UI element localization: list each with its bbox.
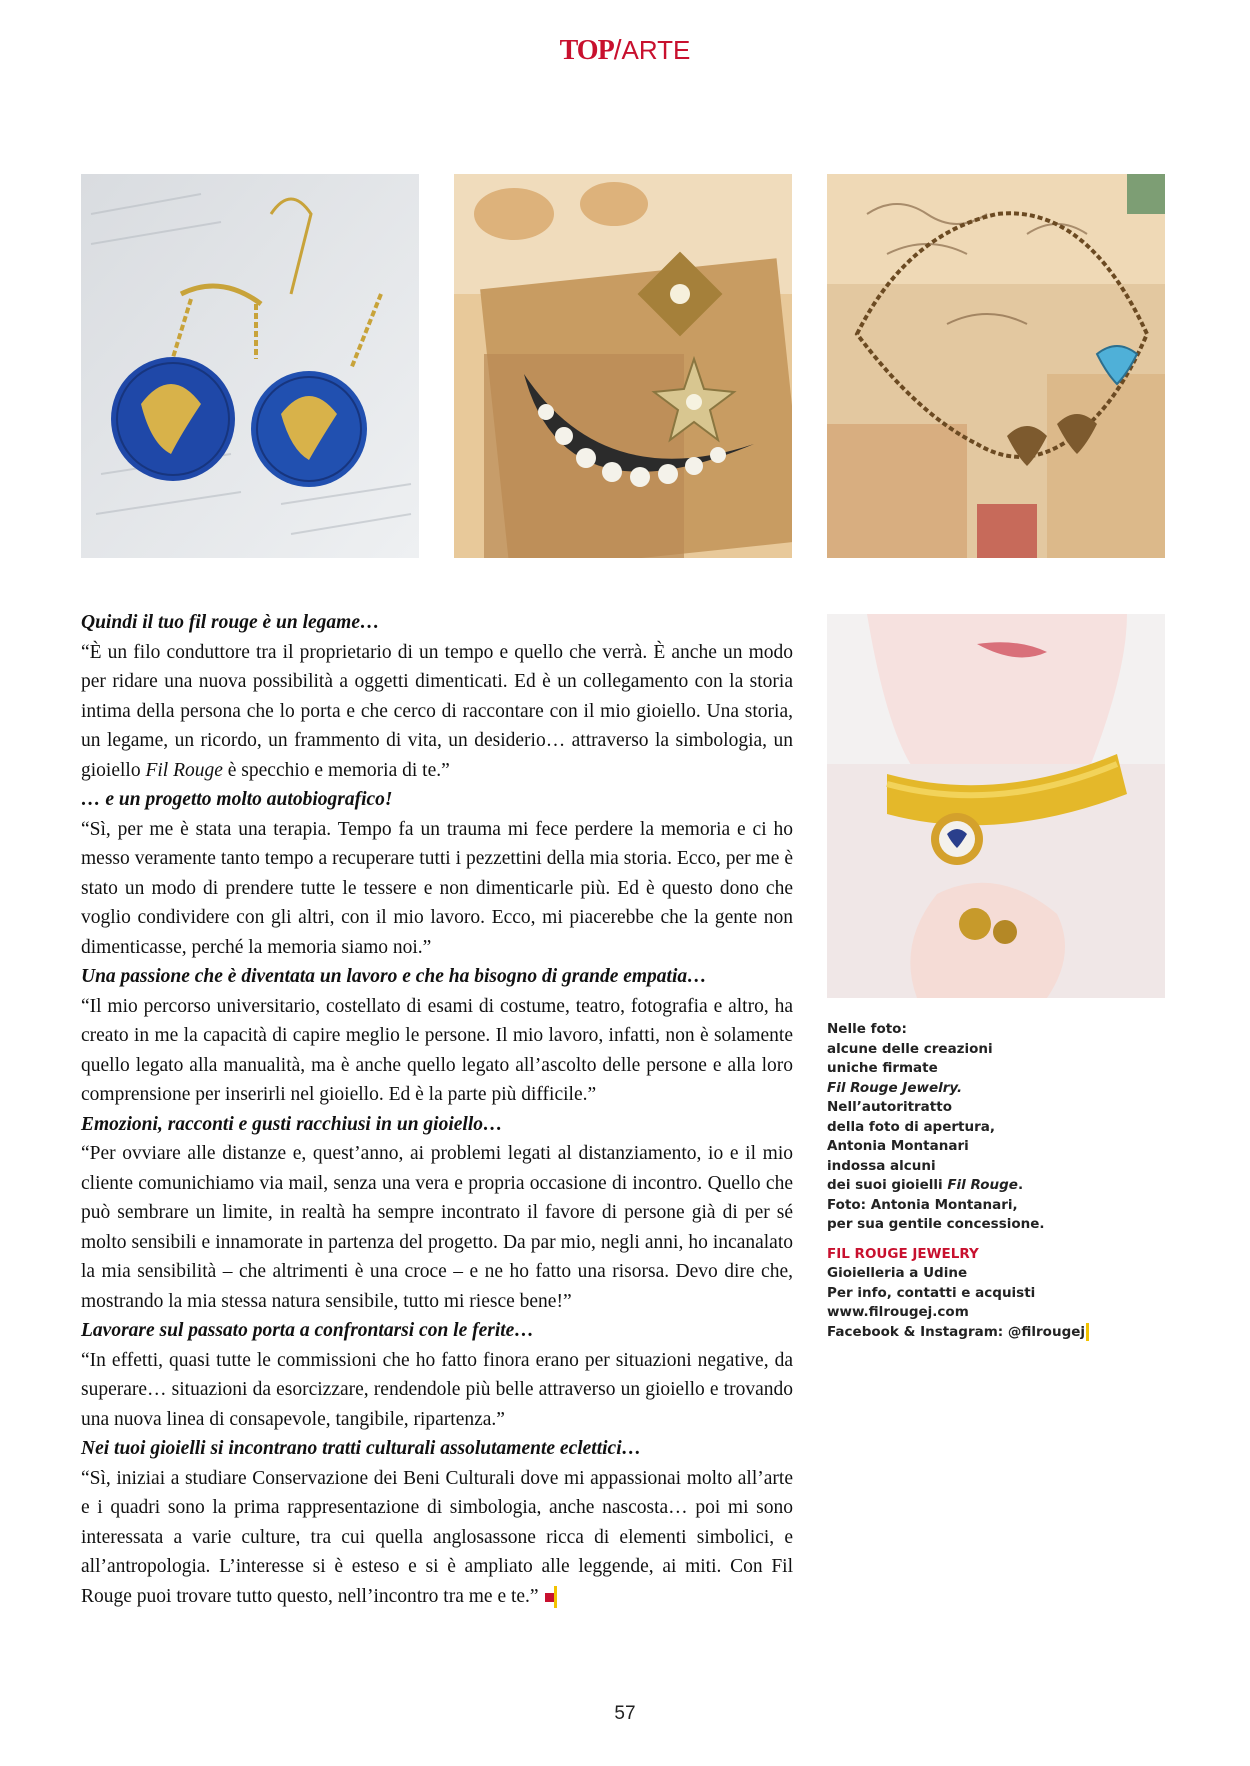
article-body bbox=[81, 608, 793, 1611]
photo-caption: Nelle foto: alcune delle creazioni uniche firmate Fil Rouge Jewelry. Nell’autoritratto della foto di apertura, Antonia Montanari indossa alcuni dei suoi gioielli Fil Rouge. Foto: Antonia Montanari, per sua gentile concessione. FIL ROUGE JEWELRY Gioielleria a Udine Per info, contatti e acquisti www.filrougej.com Facebook & Instagram: @filrougej bbox=[827, 1020, 1127, 1342]
interview-question: Nei tuoi gioielli si incontrano tratti culturali assolutamente eclettici… bbox=[81, 1438, 642, 1459]
interview-answer: “Sì, per me è stata una terapia. Tempo fa un trauma mi fece perdere la memoria e ci ho messo veramente tanto tempo a recuperare tutti i pezzettini della mia storia. Ecco, per me è stato un modo di prendere tutte le tessere e non dimenticarle più. Ed è questo dono che voglio condividere con gli altri, con il mio lavoro. Ecco, mi piacerebbe che la gente non dimenticasse, perché la memoria siamo noi.” bbox=[81, 818, 793, 958]
interview-answer: “Il mio percorso universitario, costellato di esami di costume, teatro, fotografia e altro, ha creato in me la capacità di capire meglio le persone. Il mio lavoro, infatti, non è solamente quello legato alla manualità, ma è anche quello legato all’ascolto delle persone e alla loro comprensione per inserirli nel gioiello. Ed è la parte più difficile.” bbox=[81, 995, 793, 1105]
interview-answer: “Per ovviare alle distanze e, quest’anno, ai problemi legati al distanziamento, io e il mio cliente comunichiamo via mail, senza una vera e propria occasione di incontro. Quello che può sembrare un limite, in realtà ha sempre incontrato il favore di persone già di per sé molto sensibili e innamorate in partenza del progetto. Da par mio, negli anni, ho incanalato la mia sensibilità – che altrimenti è una croce – e ne ho fatto una risorsa. Devo dire che, mostrando la mia stessa natura sensibile, tutto mi riesce bene!” bbox=[81, 1143, 793, 1312]
masthead bbox=[0, 34, 1250, 67]
masthead-separator: / bbox=[613, 34, 622, 65]
interview-answer: “Sì, iniziai a studiare Conservazione dei Beni Culturali dove mi appassionai molto all’arte e i quadri sono la prima rappresentazione di simbologia, anche nascosta… poi mi sono interessata a varie culture, tra cui quella anglosassone ricca di elementi simbolici, e all’antropologia. L’interesse si è esteso e si è ampliato alle leggende, ai miti. Con Fil Rouge puoi trovare tutto questo, nell’incontro tra me e te.” bbox=[81, 1467, 793, 1607]
interview-question: Quindi il tuo fil rouge è un legame… bbox=[81, 612, 380, 633]
interview-question: Una passione che è diventata un lavoro e che ha bisogno di grande empatia… bbox=[81, 966, 707, 987]
brand-name: FIL ROUGE JEWELRY bbox=[827, 1245, 979, 1262]
portrait-choker-photo bbox=[827, 614, 1165, 998]
section-title: ARTE bbox=[621, 35, 691, 65]
page-number: 57 bbox=[614, 1703, 636, 1724]
interview-answer: “In effetti, quasi tutte le commissioni che ho fatto finora erano per situazioni negative, da superare… situazioni da esorcizzare, rendendole più belle attraverso un gioiello e trovando una nuova linea di consapevole, tangibile, ripartenza.” bbox=[81, 1349, 793, 1430]
interview-question: Lavorare sul passato porta a confrontarsi con le ferite… bbox=[81, 1320, 534, 1341]
earrings-photo bbox=[81, 174, 419, 558]
interview-answer: “È un filo conduttore tra il proprietario di un tempo e quello che verrà. È anche un modo per ridare una nuova possibilità a oggetti dimenticati. Ed è un collegamento con la storia intima della persona che lo porta e che cerco di raccontare con il mio gioiello. Una storia, un legame, un ricordo, un frammento di vita, un desiderio… attraverso la simbologia, un gioiello Fil Rouge è specchio e memoria di te.” bbox=[81, 641, 793, 781]
brand-info: Per info, contatti e acquisti bbox=[827, 1284, 1036, 1301]
brand-info: Gioielleria a Udine bbox=[827, 1265, 968, 1281]
cursor-bar bbox=[554, 1586, 557, 1608]
interview-question: … e un progetto molto autobiografico! bbox=[81, 789, 393, 810]
moon-star-pendant-photo bbox=[454, 174, 792, 558]
social-handle: Facebook & Instagram: @filrougej bbox=[827, 1323, 1127, 1343]
magazine-logo: TOP bbox=[559, 35, 614, 66]
interview-question: Emozioni, racconti e gusti racchiusi in un gioiello… bbox=[81, 1113, 503, 1135]
website-link[interactable]: www.filrougej.com bbox=[827, 1304, 969, 1320]
end-of-article-mark bbox=[545, 1593, 554, 1602]
necklace-photo bbox=[827, 174, 1165, 558]
cursor-bar bbox=[1086, 1323, 1089, 1341]
